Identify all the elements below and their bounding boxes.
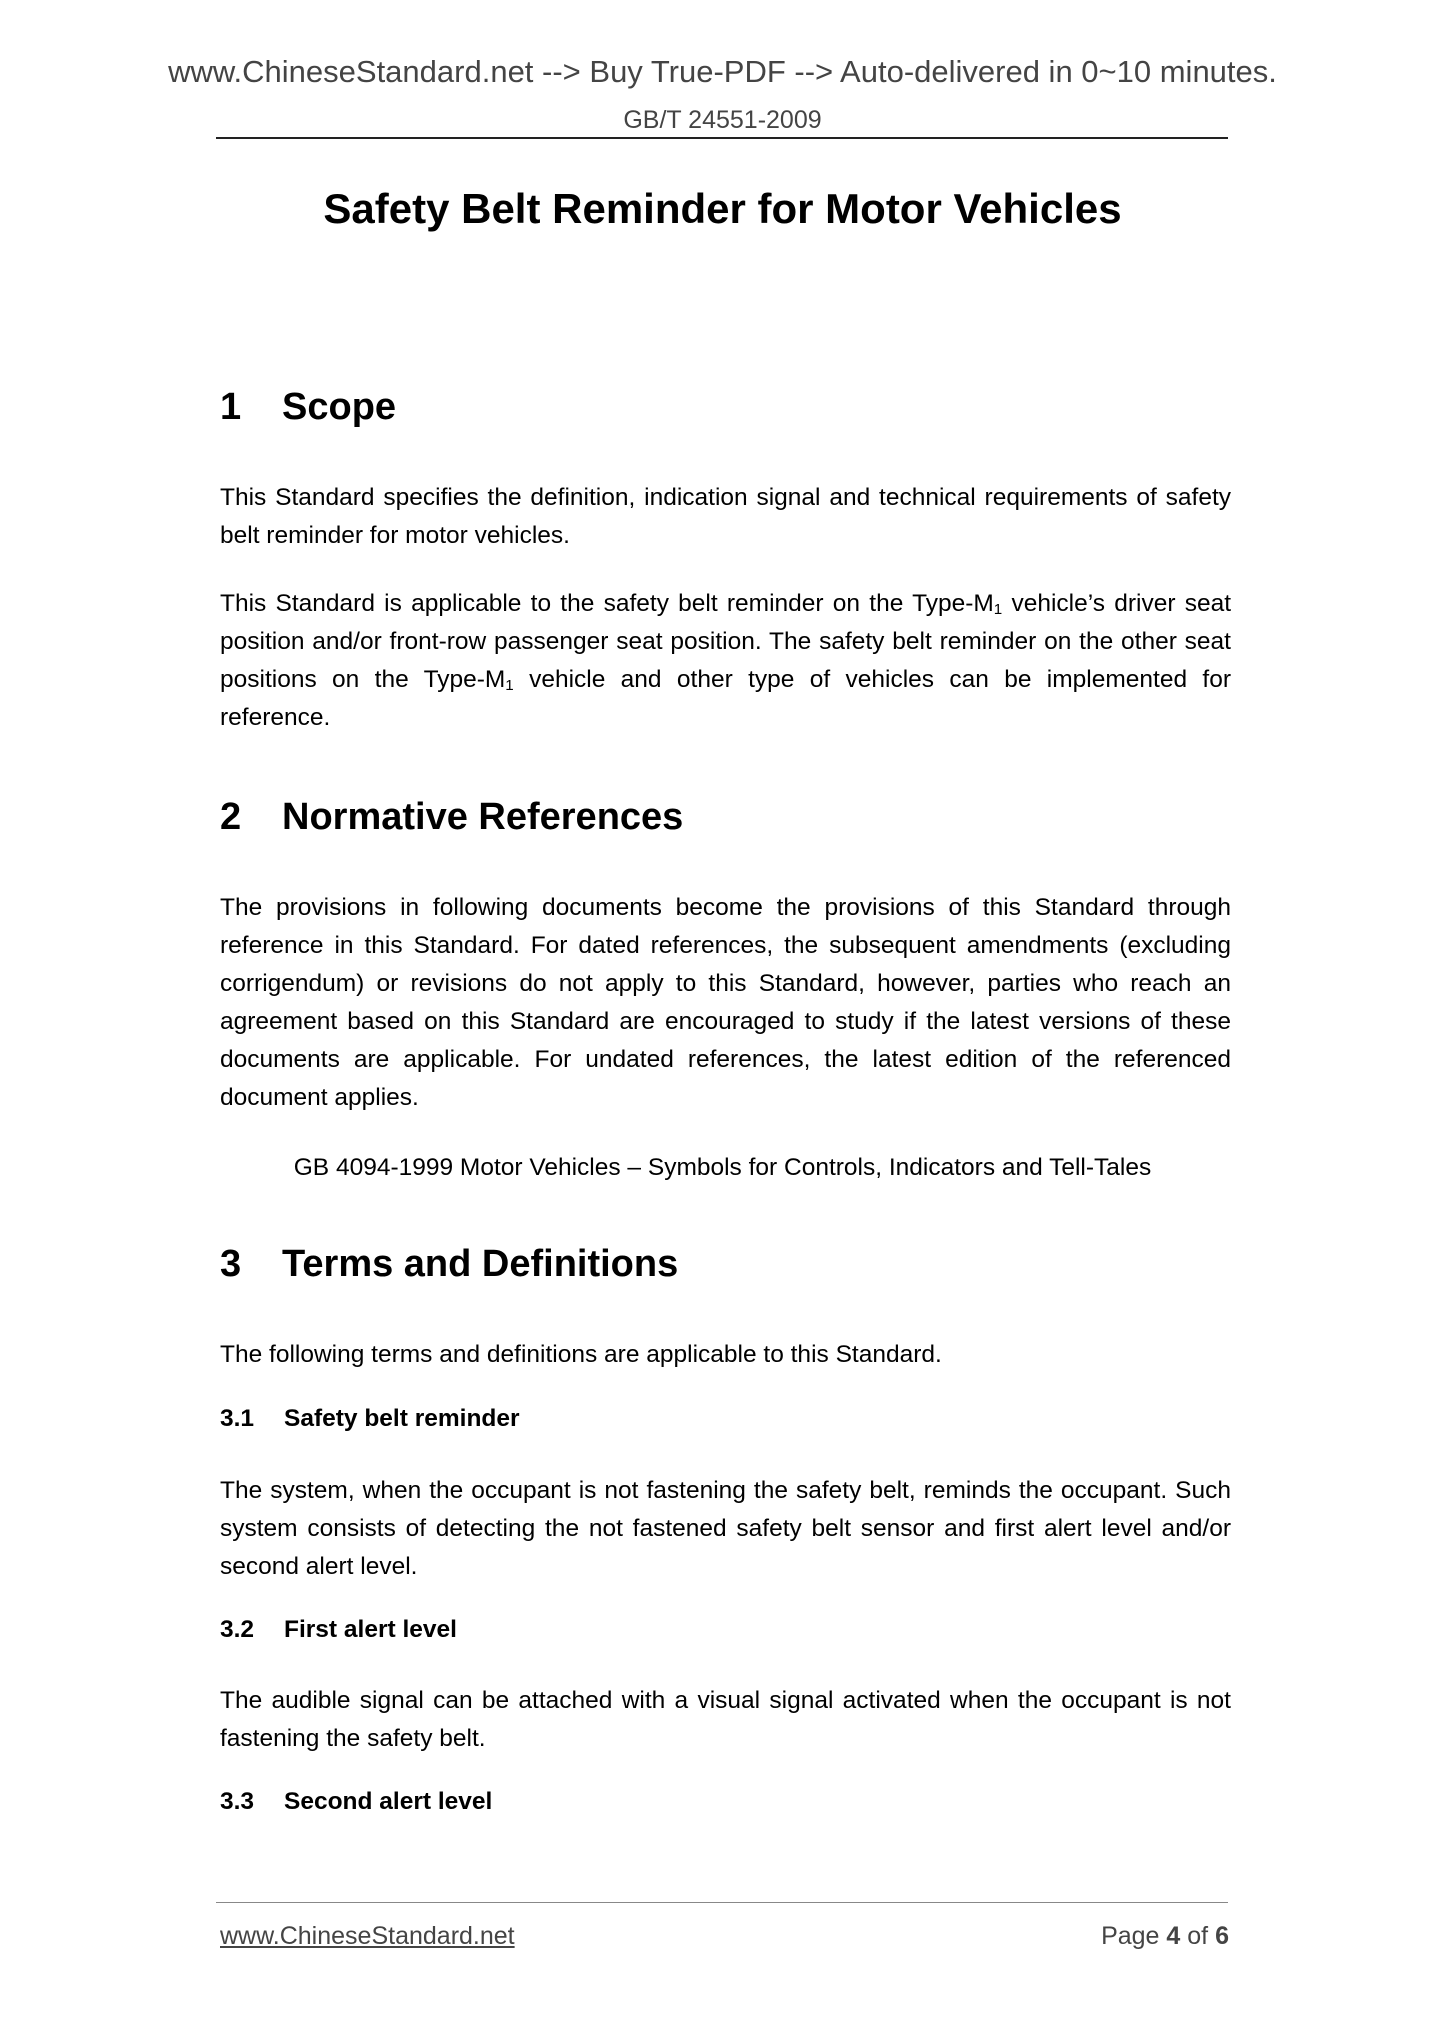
section-title: Normative References — [282, 796, 684, 838]
subsection-heading-second-alert-level — [220, 1790, 492, 1815]
standard-code: GB/T 24551-2009 — [623, 106, 822, 134]
total-pages-number: 6 — [1215, 1922, 1229, 1950]
subscript: 1 — [505, 677, 514, 695]
section-title: Terms and Definitions — [282, 1243, 679, 1285]
subsection-number: 3.3 — [220, 1788, 255, 1815]
scope-text-part3: vehicle and other type of vehicles can be implemented for reference. — [220, 666, 1231, 731]
section-heading-terms-definitions — [220, 1245, 678, 1283]
subsection-title: Safety belt reminder — [284, 1405, 520, 1432]
section-heading-scope — [220, 388, 396, 426]
normative-references-paragraph: The provisions in following documents become the provisions of this Standard through reference in this Standard. For dated references, the subsequent amendments (excluding corrigendum) or revisions do not apply to this Standard, however, parties who reach an agreement based on this Standard are encouraged to study if the latest versions of these documents are applicable. For undated references, the latest edition of the referenced document applies. — [220, 894, 1231, 1111]
definition-first-alert-level: The audible signal can be attached with a visual signal activated when the occupant is not fastening the safety belt. — [220, 1687, 1231, 1752]
header-divider — [216, 137, 1228, 139]
section-number: 3 — [220, 1243, 242, 1285]
section-heading-normative-references — [220, 798, 683, 836]
scope-paragraph-1: This Standard specifies the definition, indication signal and technical requirements of safety belt reminder for motor vehicles. — [220, 484, 1231, 549]
footer-website-link[interactable]: www.ChineseStandard.net — [220, 1922, 515, 1950]
subsection-number: 3.1 — [220, 1405, 255, 1432]
subsection-heading-safety-belt-reminder — [220, 1407, 520, 1432]
section-number: 2 — [220, 796, 242, 838]
definition-safety-belt-reminder: The system, when the occupant is not fastening the safety belt, reminds the occupant. Such system consists of detecting the not fastened safety belt sensor and first alert level and/or second alert level. — [220, 1477, 1231, 1580]
section-number: 1 — [220, 386, 242, 428]
footer-divider — [216, 1902, 1228, 1903]
header-banner: www.ChineseStandard.net --> Buy True-PDF --> Auto-delivered in 0~10 minutes. — [168, 54, 1277, 89]
page-label: Page — [1101, 1922, 1160, 1950]
terms-intro: The following terms and definitions are applicable to this Standard. — [220, 1341, 942, 1368]
document-title: Safety Belt Reminder for Motor Vehicles — [323, 185, 1122, 232]
subscript: 1 — [993, 601, 1003, 619]
subsection-number: 3.2 — [220, 1616, 255, 1643]
reference-item: GB 4094-1999 Motor Vehicles – Symbols for Controls, Indicators and Tell-Tales — [293, 1154, 1152, 1181]
subsection-title: First alert level — [284, 1616, 457, 1643]
section-title: Scope — [282, 386, 397, 428]
current-page-number: 4 — [1166, 1922, 1181, 1950]
scope-paragraph-2 — [220, 585, 1231, 737]
scope-text-part1: This Standard is applicable to the safety belt reminder on the Type-M — [220, 590, 994, 617]
page-of-label: of — [1187, 1922, 1209, 1950]
page-indicator — [1101, 1924, 1229, 1949]
subsection-heading-first-alert-level — [220, 1618, 457, 1643]
subsection-title: Second alert level — [284, 1788, 493, 1815]
scope-text-part2: vehicle’s driver seat position and/or front-row passenger seat position. The safety belt reminder on the other seat positions on the Type-M — [220, 590, 1232, 693]
